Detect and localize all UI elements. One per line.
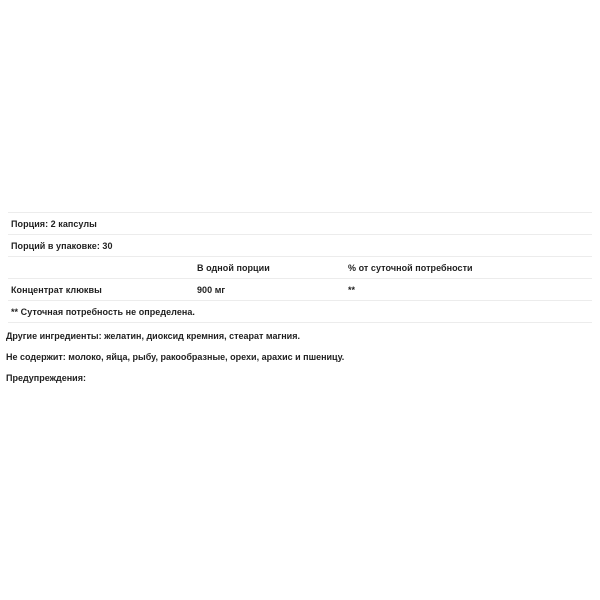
- serving-size: Порция: 2 капсулы: [11, 218, 97, 229]
- table-row: [8, 279, 592, 301]
- ingredient-name: Концентрат клюквы: [11, 284, 102, 295]
- does-not-contain: Не содержит: молоко, яйца, рыбу, ракообразные, орехи, арахис и пшеницу.: [6, 352, 345, 362]
- product-notes: [6, 326, 596, 389]
- servings-per-container: Порций в упаковке: 30: [11, 240, 113, 251]
- serving-size-row: [8, 213, 592, 235]
- header-daily-value: % от суточной потребности: [348, 262, 473, 273]
- other-ingredients: Другие ингредиенты: желатин, диоксид кремния, стеарат магния.: [6, 331, 300, 341]
- footnote-row: [8, 301, 592, 323]
- warnings: Предупреждения:: [6, 373, 86, 383]
- table-header-row: [8, 257, 592, 279]
- header-amount: В одной порции: [197, 262, 270, 273]
- servings-per-container-row: [8, 235, 592, 257]
- ingredient-amount: 900 мг: [197, 284, 226, 295]
- supplement-facts-table: [8, 212, 592, 323]
- ingredient-daily-value: **: [348, 284, 356, 295]
- footnote: ** Суточная потребность не определена.: [11, 306, 195, 317]
